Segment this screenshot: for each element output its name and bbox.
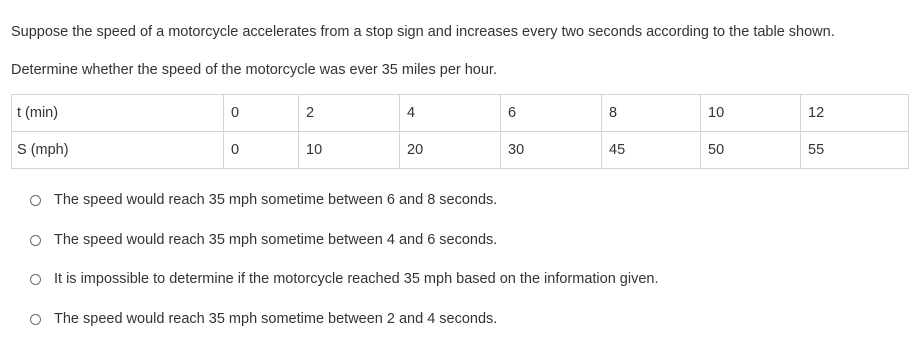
table-cell: 6 xyxy=(501,95,602,132)
option-label: It is impossible to determine if the motorcycle reached 35 mph based on the information given. xyxy=(54,271,659,287)
table-cell: 10 xyxy=(299,132,400,169)
table-cell: 45 xyxy=(602,132,701,169)
table-row-time xyxy=(12,95,909,132)
table-cell: 8 xyxy=(602,95,701,132)
option-label: The speed would reach 35 mph sometime between 6 and 8 seconds. xyxy=(54,192,498,208)
data-table xyxy=(11,94,909,169)
table-cell: 55 xyxy=(801,132,909,169)
table-cell: 0 xyxy=(224,132,299,169)
table-cell: 2 xyxy=(299,95,400,132)
radio-button[interactable] xyxy=(30,195,41,206)
question-instruction: Determine whether the speed of the motorcycle was ever 35 miles per hour. xyxy=(11,62,497,78)
radio-button[interactable] xyxy=(30,274,41,285)
answer-option-3[interactable] xyxy=(30,269,658,289)
radio-button[interactable] xyxy=(30,235,41,246)
table-cell: 50 xyxy=(701,132,801,169)
table-cell: 30 xyxy=(501,132,602,169)
row-header-speed: S (mph) xyxy=(12,132,224,169)
question-prompt: Suppose the speed of a motorcycle accelerates from a stop sign and increases every two seconds according to the table shown. xyxy=(11,24,835,40)
option-label: The speed would reach 35 mph sometime between 2 and 4 seconds. xyxy=(54,311,498,327)
table-cell: 12 xyxy=(801,95,909,132)
radio-button[interactable] xyxy=(30,314,41,325)
table-row-speed xyxy=(12,132,909,169)
answer-option-1[interactable] xyxy=(30,190,497,210)
row-header-time: t (min) xyxy=(12,95,224,132)
answer-option-2[interactable] xyxy=(30,230,497,250)
option-label: The speed would reach 35 mph sometime between 4 and 6 seconds. xyxy=(54,232,498,248)
table-cell: 4 xyxy=(400,95,501,132)
table-cell: 0 xyxy=(224,95,299,132)
answer-option-4[interactable] xyxy=(30,309,497,329)
table-cell: 10 xyxy=(701,95,801,132)
table-cell: 20 xyxy=(400,132,501,169)
